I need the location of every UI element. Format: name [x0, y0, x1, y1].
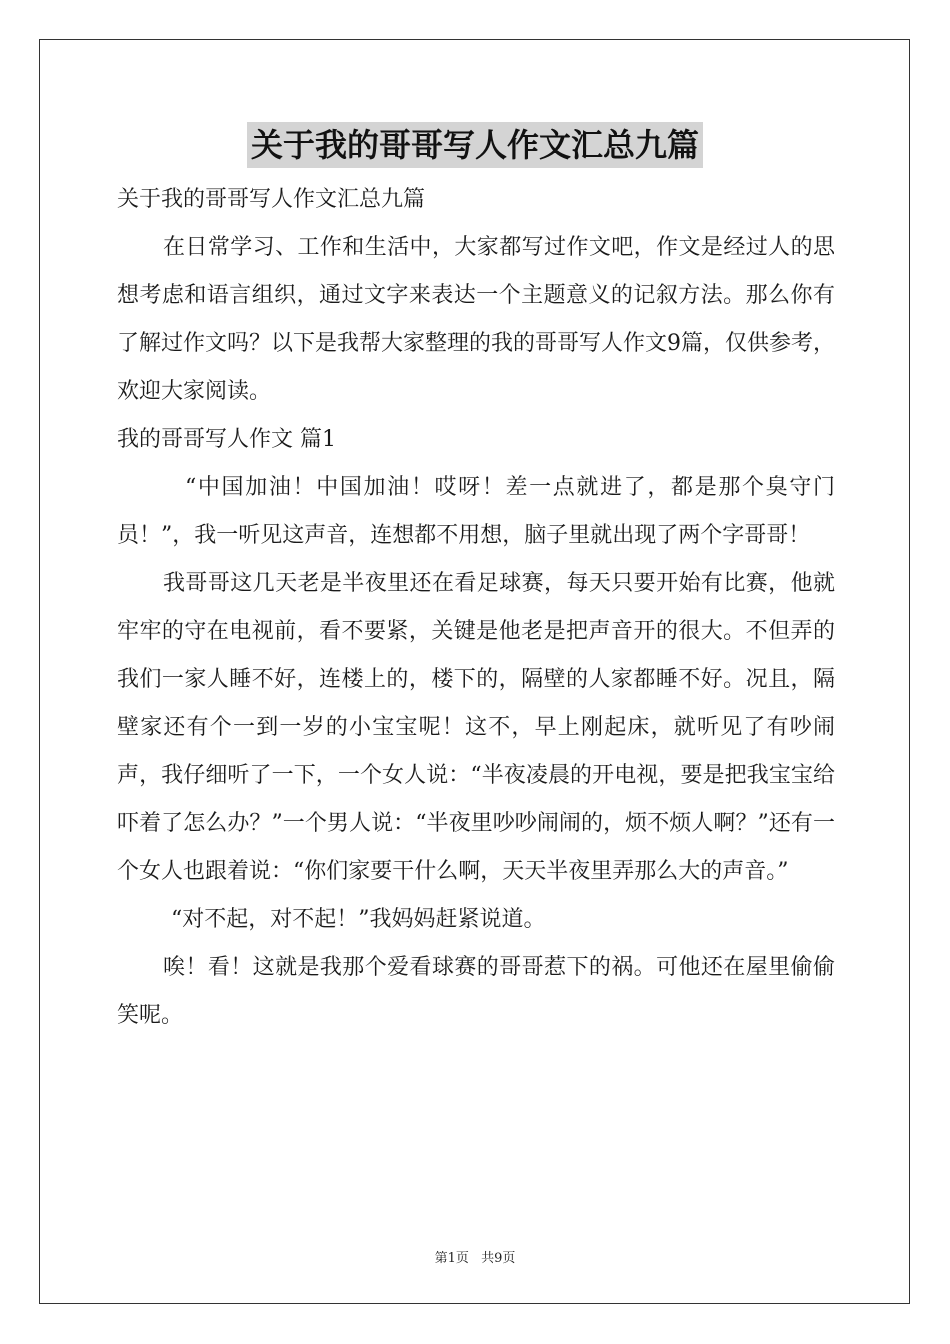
title-wrapper	[0, 122, 950, 168]
body-paragraph: “对不起，对不起！”我妈妈赶紧说道。	[171, 907, 546, 932]
subtitle-paragraph: 关于我的哥哥写人作文汇总九篇	[117, 187, 426, 212]
page-footer	[0, 1247, 950, 1266]
body-paragraph: 我哥哥这几天老是半夜里还在看足球赛，每天只要开始有比赛，他就牢牢的守在电视前，看不要紧，关键是他老是把声音开的很大。不但弄的我们一家人睡不好，连楼上的，楼下的，隔壁的人家都睡不好。况且，隔壁家还有个一到一岁的小宝宝呢！这不，早上刚起床，就听见了有吵闹声，我仔细听了一下，一个女人说：“半夜凌晨的开电视，要是把我宝宝给吓着了怎么办？”一个男人说：“半夜里吵吵闹闹的，烦不烦人啊？”还有一个女人也跟着说：“你们家要干什么啊，天天半夜里弄那么大的声音。”	[117, 571, 835, 884]
document-body	[117, 176, 835, 1040]
body-paragraph: “中国加油！中国加油！哎呀！差一点就进了，都是那个臭守门员！”，我一听见这声音，连想都不用想，脑子里就出现了两个字哥哥！	[117, 475, 835, 548]
document-title: 关于我的哥哥写人作文汇总九篇	[247, 122, 703, 168]
section-heading: 我的哥哥写人作文 篇1	[117, 427, 336, 452]
intro-paragraph: 在日常学习、工作和生活中，大家都写过作文吧，作文是经过人的思想考虑和语言组织，通过文字来表达一个主题意义的记叙方法。那么你有了解过作文吗？以下是我帮大家整理的我的哥哥写人作文9篇，仅供参考，欢迎大家阅读。	[117, 235, 835, 404]
page-number: 第1页	[434, 1251, 469, 1266]
body-paragraph: 唉！看！这就是我那个爱看球赛的哥哥惹下的祸。可他还在屋里偷偷笑呢。	[117, 955, 835, 1028]
page-total: 共9页	[481, 1251, 516, 1266]
